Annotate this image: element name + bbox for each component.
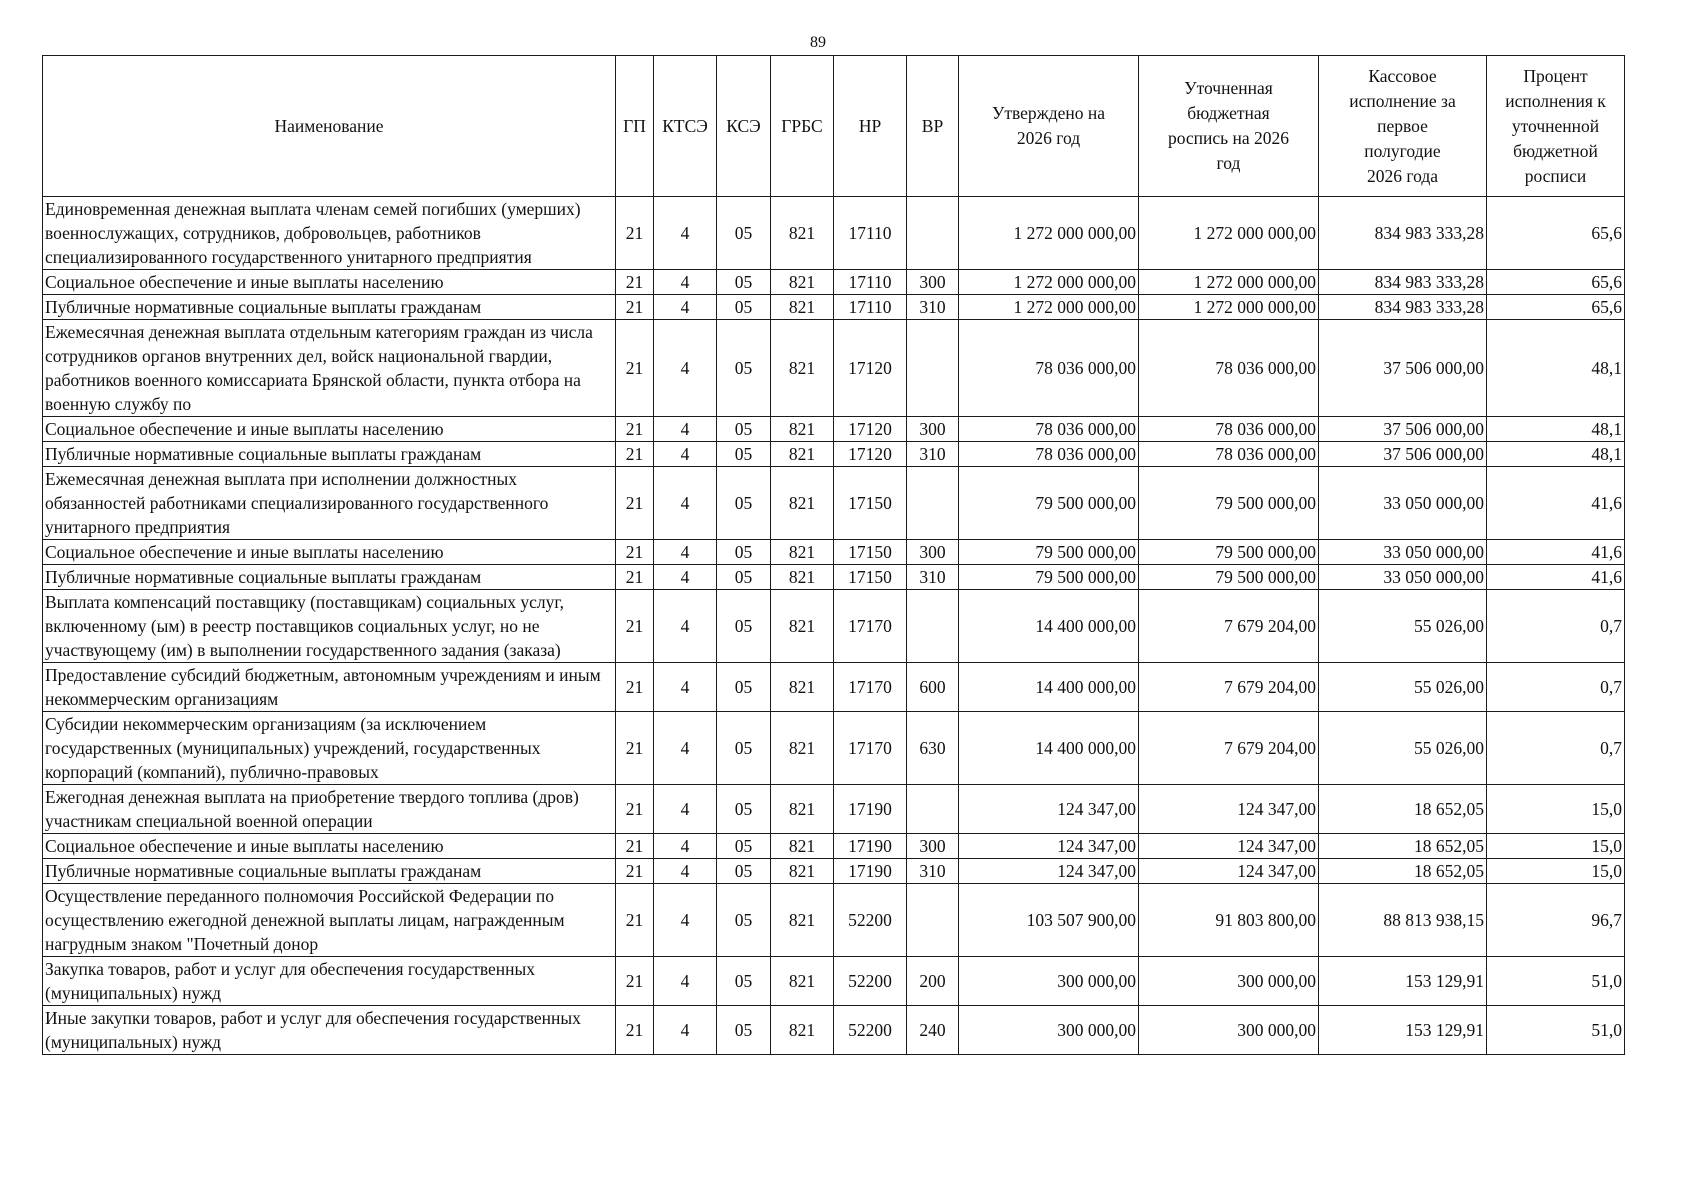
cell-cash: 37 506 000,00 [1319, 442, 1487, 467]
header-nr: НР [834, 56, 907, 197]
cell-kse: 05 [717, 957, 771, 1006]
cell-cash: 37 506 000,00 [1319, 417, 1487, 442]
cell-vr: 310 [907, 295, 959, 320]
table-row [43, 320, 1625, 417]
cell-approved: 78 036 000,00 [959, 417, 1139, 442]
cell-gp: 21 [616, 957, 654, 1006]
cell-ktse: 4 [654, 884, 717, 957]
cell-kse: 05 [717, 442, 771, 467]
cell-grbs: 821 [771, 834, 834, 859]
cell-vr: 300 [907, 834, 959, 859]
table-row [43, 467, 1625, 540]
cell-cash: 55 026,00 [1319, 590, 1487, 663]
cell-grbs: 821 [771, 417, 834, 442]
cell-refined: 79 500 000,00 [1139, 540, 1319, 565]
table-row [43, 442, 1625, 467]
cell-cash: 834 983 333,28 [1319, 295, 1487, 320]
table-row [43, 957, 1625, 1006]
header-approved: Утверждено на 2026 год [959, 56, 1139, 197]
cell-refined: 300 000,00 [1139, 957, 1319, 1006]
cell-vr: 310 [907, 859, 959, 884]
cell-approved: 79 500 000,00 [959, 467, 1139, 540]
cell-cash: 834 983 333,28 [1319, 197, 1487, 270]
table-row [43, 859, 1625, 884]
cell-name: Ежегодная денежная выплата на приобретение твердого топлива (дров) участникам специальной военной операции [43, 785, 616, 834]
cell-gp: 21 [616, 417, 654, 442]
cell-grbs: 821 [771, 859, 834, 884]
cell-refined: 7 679 204,00 [1139, 663, 1319, 712]
cell-grbs: 821 [771, 295, 834, 320]
cell-gp: 21 [616, 1006, 654, 1055]
header-grbs: ГРБС [771, 56, 834, 197]
cell-cash: 834 983 333,28 [1319, 270, 1487, 295]
cell-vr: 240 [907, 1006, 959, 1055]
cell-cash: 55 026,00 [1319, 663, 1487, 712]
cell-nr: 17170 [834, 590, 907, 663]
cell-ktse: 4 [654, 467, 717, 540]
cell-refined: 79 500 000,00 [1139, 565, 1319, 590]
cell-cash: 153 129,91 [1319, 957, 1487, 1006]
cell-kse: 05 [717, 197, 771, 270]
cell-refined: 1 272 000 000,00 [1139, 295, 1319, 320]
cell-ktse: 4 [654, 834, 717, 859]
cell-cash: 18 652,05 [1319, 785, 1487, 834]
cell-refined: 78 036 000,00 [1139, 417, 1319, 442]
cell-name: Публичные нормативные социальные выплаты гражданам [43, 859, 616, 884]
cell-percent: 65,6 [1487, 270, 1625, 295]
cell-grbs: 821 [771, 197, 834, 270]
cell-vr [907, 884, 959, 957]
table-row [43, 590, 1625, 663]
cell-nr: 17150 [834, 467, 907, 540]
header-ktse: КТСЭ [654, 56, 717, 197]
cell-ktse: 4 [654, 270, 717, 295]
cell-refined: 7 679 204,00 [1139, 590, 1319, 663]
cell-vr: 200 [907, 957, 959, 1006]
cell-kse: 05 [717, 663, 771, 712]
cell-gp: 21 [616, 442, 654, 467]
table-row [43, 884, 1625, 957]
cell-gp: 21 [616, 197, 654, 270]
cell-gp: 21 [616, 540, 654, 565]
header-vr: ВР [907, 56, 959, 197]
cell-vr [907, 467, 959, 540]
cell-ktse: 4 [654, 295, 717, 320]
header-row [43, 56, 1625, 197]
cell-percent: 15,0 [1487, 859, 1625, 884]
cell-gp: 21 [616, 565, 654, 590]
header-percent: Процент исполнения к уточненной бюджетной росписи [1487, 56, 1625, 197]
cell-nr: 17110 [834, 295, 907, 320]
cell-refined: 124 347,00 [1139, 859, 1319, 884]
cell-cash: 18 652,05 [1319, 859, 1487, 884]
cell-nr: 17190 [834, 834, 907, 859]
cell-grbs: 821 [771, 590, 834, 663]
cell-cash: 18 652,05 [1319, 834, 1487, 859]
cell-nr: 17190 [834, 859, 907, 884]
cell-percent: 15,0 [1487, 785, 1625, 834]
cell-percent: 51,0 [1487, 1006, 1625, 1055]
cell-grbs: 821 [771, 785, 834, 834]
cell-gp: 21 [616, 884, 654, 957]
cell-percent: 0,7 [1487, 663, 1625, 712]
cell-approved: 124 347,00 [959, 785, 1139, 834]
cell-percent: 48,1 [1487, 320, 1625, 417]
header-kse: КСЭ [717, 56, 771, 197]
budget-table [42, 55, 1625, 1055]
cell-percent: 51,0 [1487, 957, 1625, 1006]
cell-name: Выплата компенсаций поставщику (поставщикам) социальных услуг, включенному (ым) в реестр поставщиков социальных услуг, но не участвующему (им) в выполнении государственного задания (заказа) [43, 590, 616, 663]
table-row [43, 540, 1625, 565]
cell-approved: 78 036 000,00 [959, 320, 1139, 417]
table-row [43, 712, 1625, 785]
cell-kse: 05 [717, 1006, 771, 1055]
cell-refined: 124 347,00 [1139, 834, 1319, 859]
cell-cash: 33 050 000,00 [1319, 540, 1487, 565]
cell-ktse: 4 [654, 565, 717, 590]
cell-name: Социальное обеспечение и иные выплаты населению [43, 417, 616, 442]
cell-approved: 1 272 000 000,00 [959, 295, 1139, 320]
cell-gp: 21 [616, 712, 654, 785]
cell-percent: 0,7 [1487, 590, 1625, 663]
cell-gp: 21 [616, 785, 654, 834]
cell-kse: 05 [717, 884, 771, 957]
cell-grbs: 821 [771, 270, 834, 295]
cell-grbs: 821 [771, 957, 834, 1006]
cell-percent: 41,6 [1487, 467, 1625, 540]
cell-name: Единовременная денежная выплата членам семей погибших (умерших) военнослужащих, сотрудников, добровольцев, работников специализированного государственного унитарного предприятия [43, 197, 616, 270]
cell-nr: 52200 [834, 957, 907, 1006]
cell-kse: 05 [717, 785, 771, 834]
table-row [43, 197, 1625, 270]
cell-kse: 05 [717, 712, 771, 785]
table-body [43, 197, 1625, 1055]
table-row [43, 834, 1625, 859]
cell-gp: 21 [616, 467, 654, 540]
header-name: Наименование [43, 56, 616, 197]
cell-name: Закупка товаров, работ и услуг для обеспечения государственных (муниципальных) нужд [43, 957, 616, 1006]
cell-kse: 05 [717, 859, 771, 884]
cell-percent: 15,0 [1487, 834, 1625, 859]
cell-grbs: 821 [771, 540, 834, 565]
cell-refined: 78 036 000,00 [1139, 320, 1319, 417]
cell-vr: 300 [907, 417, 959, 442]
header-gp: ГП [616, 56, 654, 197]
table-row [43, 565, 1625, 590]
cell-cash: 88 813 938,15 [1319, 884, 1487, 957]
cell-grbs: 821 [771, 442, 834, 467]
cell-ktse: 4 [654, 785, 717, 834]
cell-vr: 600 [907, 663, 959, 712]
cell-refined: 300 000,00 [1139, 1006, 1319, 1055]
cell-kse: 05 [717, 295, 771, 320]
cell-grbs: 821 [771, 467, 834, 540]
cell-approved: 300 000,00 [959, 957, 1139, 1006]
cell-name: Осуществление переданного полномочия Российской Федерации по осуществлению ежегодной денежной выплаты лицам, награжденным нагрудным знаком "Почетный донор [43, 884, 616, 957]
cell-gp: 21 [616, 834, 654, 859]
cell-ktse: 4 [654, 859, 717, 884]
cell-approved: 1 272 000 000,00 [959, 270, 1139, 295]
cell-refined: 7 679 204,00 [1139, 712, 1319, 785]
cell-refined: 124 347,00 [1139, 785, 1319, 834]
cell-grbs: 821 [771, 320, 834, 417]
cell-percent: 65,6 [1487, 295, 1625, 320]
cell-grbs: 821 [771, 663, 834, 712]
cell-nr: 17120 [834, 442, 907, 467]
cell-ktse: 4 [654, 1006, 717, 1055]
cell-kse: 05 [717, 834, 771, 859]
cell-percent: 96,7 [1487, 884, 1625, 957]
header-cash: Кассовое исполнение за первое полугодие 2026 года [1319, 56, 1487, 197]
cell-vr: 300 [907, 540, 959, 565]
cell-approved: 14 400 000,00 [959, 590, 1139, 663]
cell-gp: 21 [616, 590, 654, 663]
cell-ktse: 4 [654, 442, 717, 467]
cell-gp: 21 [616, 320, 654, 417]
cell-name: Ежемесячная денежная выплата при исполнении должностных обязанностей работниками специализированного государственного унитарного предприятия [43, 467, 616, 540]
cell-kse: 05 [717, 565, 771, 590]
cell-approved: 124 347,00 [959, 834, 1139, 859]
cell-ktse: 4 [654, 417, 717, 442]
cell-refined: 1 272 000 000,00 [1139, 197, 1319, 270]
cell-percent: 41,6 [1487, 565, 1625, 590]
cell-nr: 17120 [834, 320, 907, 417]
table-row [43, 1006, 1625, 1055]
cell-kse: 05 [717, 270, 771, 295]
cell-approved: 103 507 900,00 [959, 884, 1139, 957]
page-number: 89 [810, 34, 826, 51]
table-row [43, 663, 1625, 712]
cell-name: Публичные нормативные социальные выплаты гражданам [43, 565, 616, 590]
cell-nr: 17110 [834, 197, 907, 270]
cell-name: Социальное обеспечение и иные выплаты населению [43, 270, 616, 295]
cell-name: Иные закупки товаров, работ и услуг для обеспечения государственных (муниципальных) нужд [43, 1006, 616, 1055]
cell-approved: 78 036 000,00 [959, 442, 1139, 467]
cell-cash: 33 050 000,00 [1319, 467, 1487, 540]
cell-name: Субсидии некоммерческим организациям (за исключением государственных (муниципальных) учреждений, государственных корпораций (компаний), публично-правовых [43, 712, 616, 785]
cell-approved: 79 500 000,00 [959, 565, 1139, 590]
table-row [43, 785, 1625, 834]
cell-kse: 05 [717, 417, 771, 442]
table-row [43, 417, 1625, 442]
cell-ktse: 4 [654, 590, 717, 663]
cell-vr [907, 320, 959, 417]
cell-ktse: 4 [654, 540, 717, 565]
cell-name: Публичные нормативные социальные выплаты гражданам [43, 295, 616, 320]
cell-nr: 52200 [834, 884, 907, 957]
cell-gp: 21 [616, 859, 654, 884]
cell-name: Публичные нормативные социальные выплаты гражданам [43, 442, 616, 467]
cell-vr [907, 590, 959, 663]
cell-kse: 05 [717, 320, 771, 417]
cell-cash: 37 506 000,00 [1319, 320, 1487, 417]
cell-ktse: 4 [654, 320, 717, 417]
cell-nr: 17150 [834, 565, 907, 590]
cell-kse: 05 [717, 540, 771, 565]
cell-grbs: 821 [771, 1006, 834, 1055]
cell-grbs: 821 [771, 884, 834, 957]
cell-kse: 05 [717, 467, 771, 540]
cell-percent: 65,6 [1487, 197, 1625, 270]
cell-name: Социальное обеспечение и иные выплаты населению [43, 540, 616, 565]
cell-approved: 1 272 000 000,00 [959, 197, 1139, 270]
cell-nr: 17170 [834, 663, 907, 712]
cell-kse: 05 [717, 590, 771, 663]
cell-nr: 52200 [834, 1006, 907, 1055]
cell-approved: 79 500 000,00 [959, 540, 1139, 565]
cell-ktse: 4 [654, 663, 717, 712]
cell-gp: 21 [616, 663, 654, 712]
cell-vr: 310 [907, 565, 959, 590]
cell-ktse: 4 [654, 197, 717, 270]
cell-approved: 300 000,00 [959, 1006, 1139, 1055]
cell-percent: 41,6 [1487, 540, 1625, 565]
cell-vr [907, 197, 959, 270]
cell-refined: 1 272 000 000,00 [1139, 270, 1319, 295]
cell-approved: 14 400 000,00 [959, 663, 1139, 712]
cell-vr [907, 785, 959, 834]
cell-gp: 21 [616, 270, 654, 295]
table-row [43, 295, 1625, 320]
cell-name: Предоставление субсидий бюджетным, автономным учреждениям и иным некоммерческим организациям [43, 663, 616, 712]
cell-grbs: 821 [771, 565, 834, 590]
cell-ktse: 4 [654, 712, 717, 785]
cell-vr: 300 [907, 270, 959, 295]
cell-nr: 17170 [834, 712, 907, 785]
cell-vr: 630 [907, 712, 959, 785]
cell-approved: 124 347,00 [959, 859, 1139, 884]
cell-name: Социальное обеспечение и иные выплаты населению [43, 834, 616, 859]
cell-vr: 310 [907, 442, 959, 467]
cell-name: Ежемесячная денежная выплата отдельным категориям граждан из числа сотрудников органов внутренних дел, войск национальной гвардии, работников военного комиссариата Брянской области, пункта отбора на военную службу по [43, 320, 616, 417]
cell-cash: 55 026,00 [1319, 712, 1487, 785]
table-row [43, 270, 1625, 295]
cell-nr: 17120 [834, 417, 907, 442]
cell-ktse: 4 [654, 957, 717, 1006]
cell-nr: 17150 [834, 540, 907, 565]
header-refined: Уточненная бюджетная роспись на 2026 год [1139, 56, 1319, 197]
cell-gp: 21 [616, 295, 654, 320]
cell-refined: 78 036 000,00 [1139, 442, 1319, 467]
cell-percent: 48,1 [1487, 417, 1625, 442]
cell-approved: 14 400 000,00 [959, 712, 1139, 785]
cell-nr: 17110 [834, 270, 907, 295]
cell-percent: 0,7 [1487, 712, 1625, 785]
cell-refined: 79 500 000,00 [1139, 467, 1319, 540]
cell-cash: 153 129,91 [1319, 1006, 1487, 1055]
cell-refined: 91 803 800,00 [1139, 884, 1319, 957]
cell-grbs: 821 [771, 712, 834, 785]
cell-nr: 17190 [834, 785, 907, 834]
cell-percent: 48,1 [1487, 442, 1625, 467]
cell-cash: 33 050 000,00 [1319, 565, 1487, 590]
